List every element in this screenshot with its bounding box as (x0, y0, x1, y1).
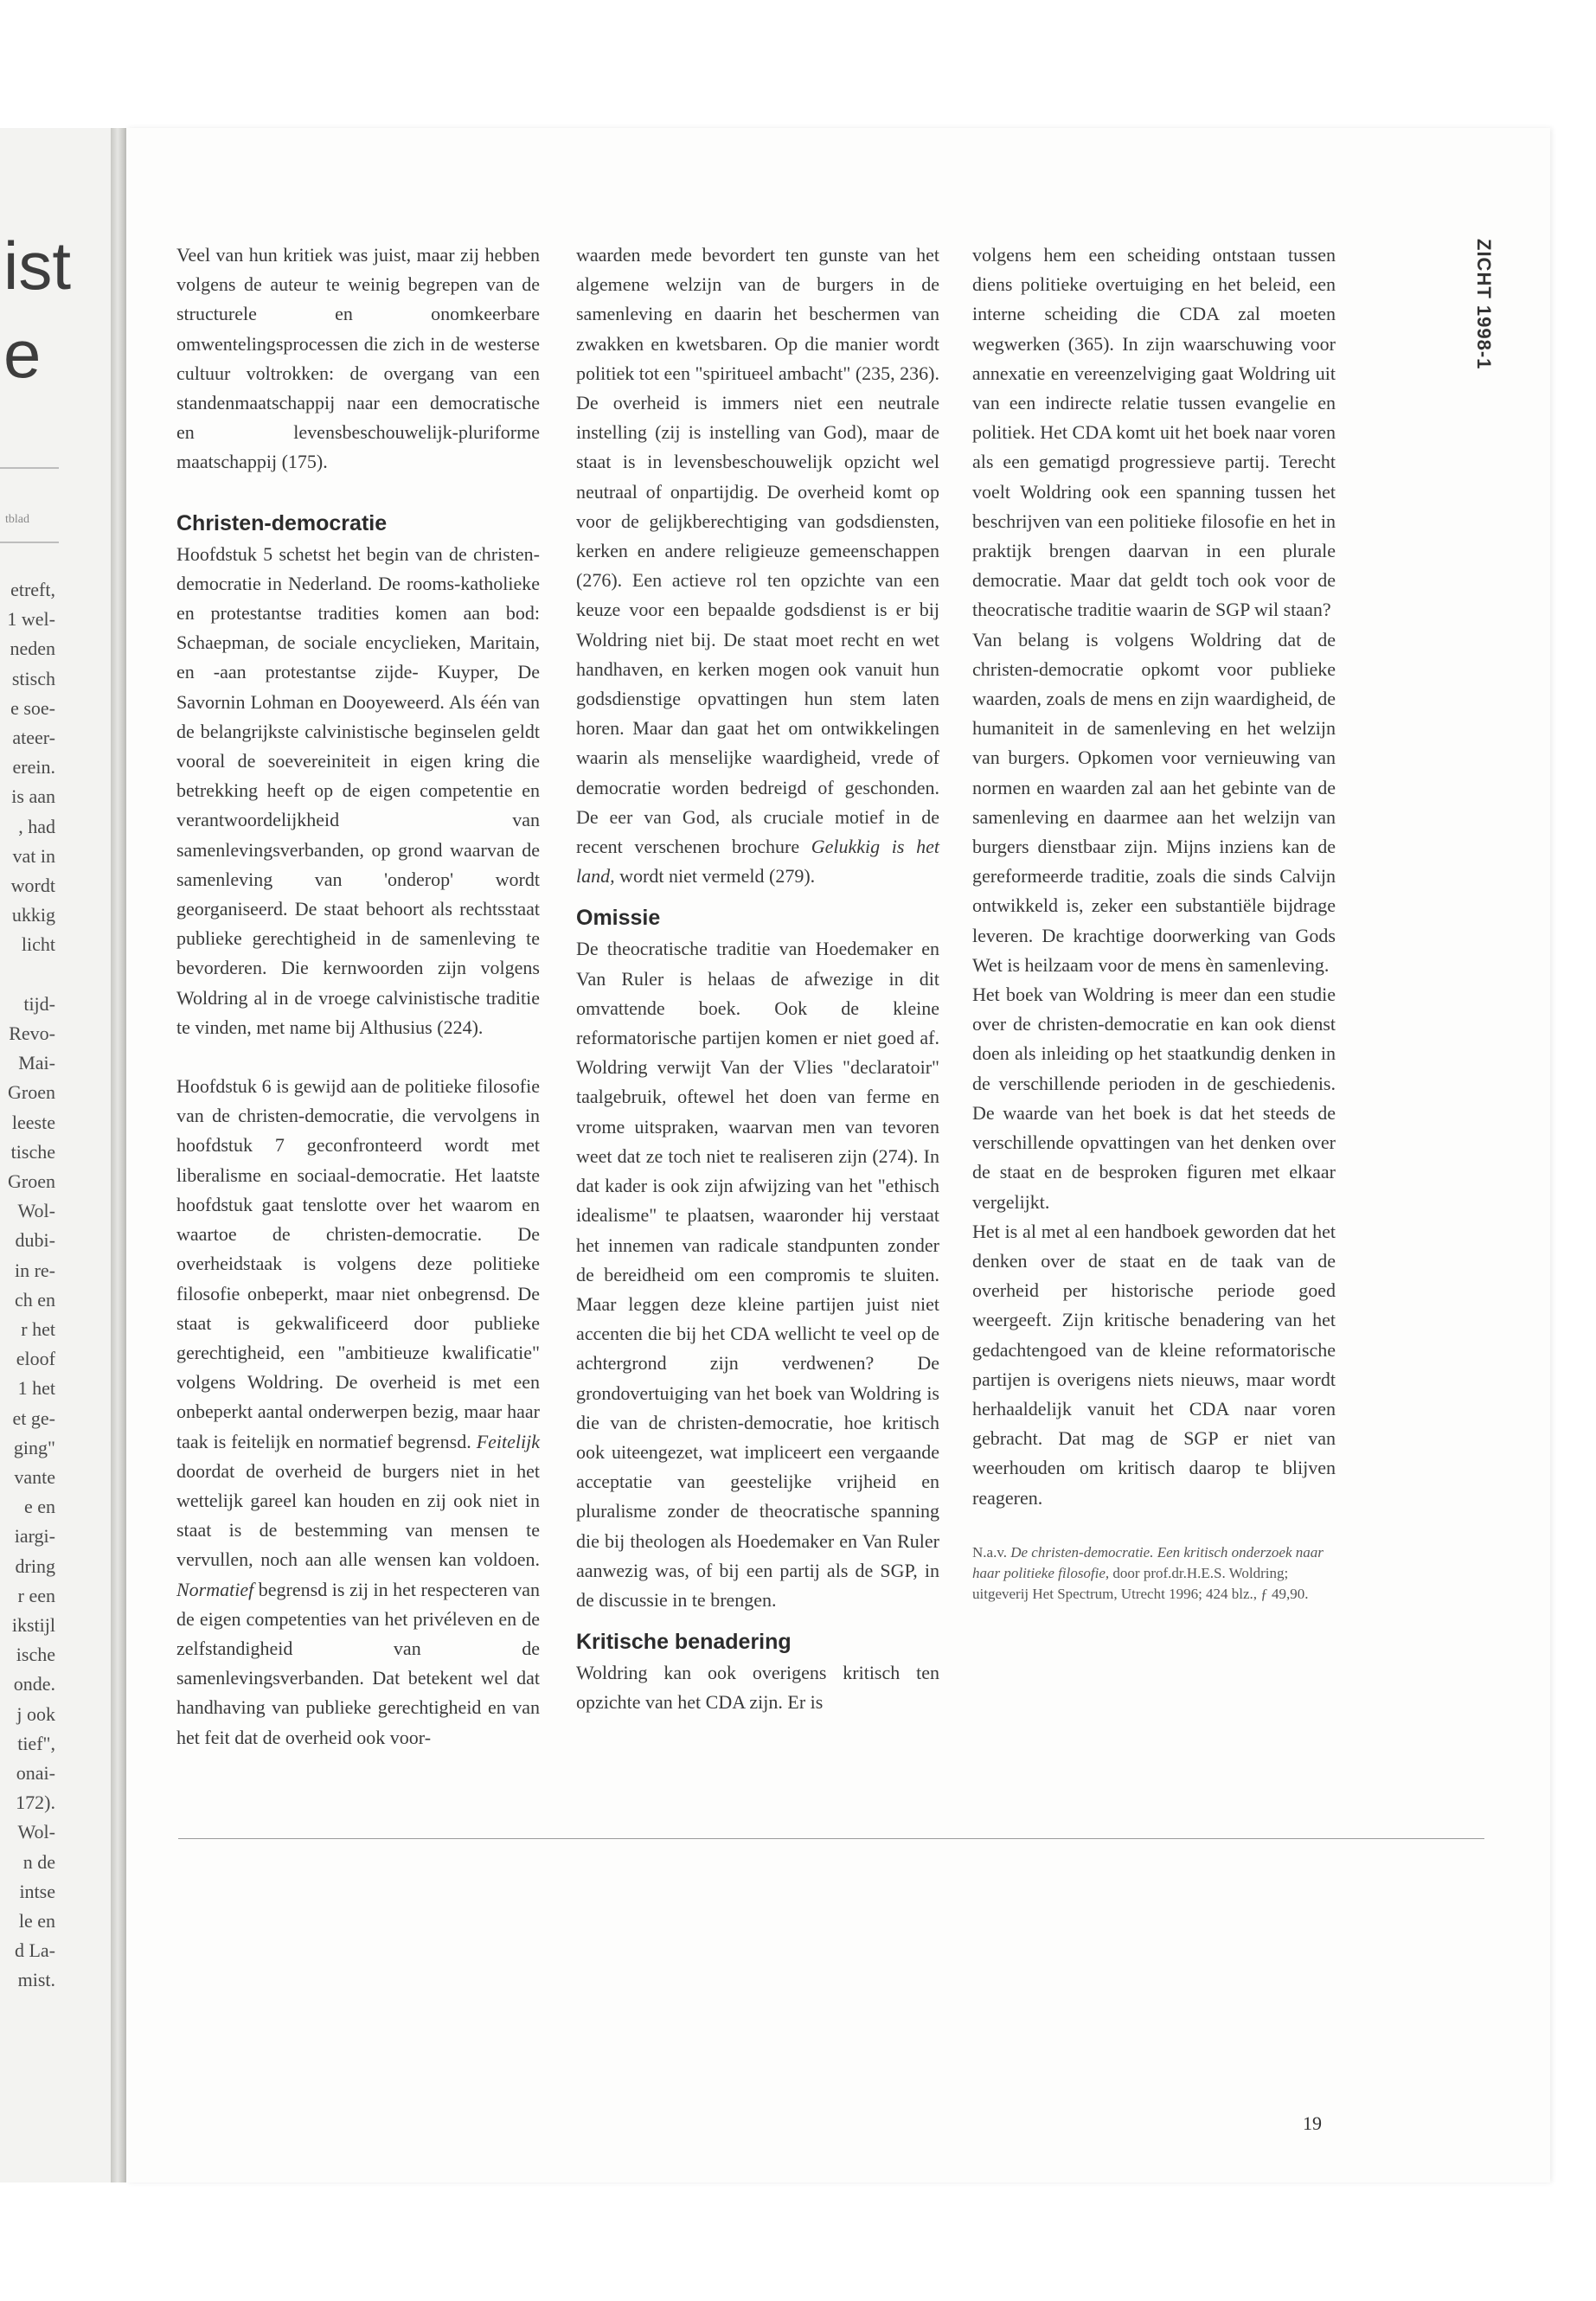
footer-rule (178, 1838, 1484, 1839)
column-3 (972, 240, 1336, 1605)
column-2 (576, 240, 939, 1718)
book-title: De christen-democratie. Een kritisch onderzoek naar haar politieke filosofie, (972, 1543, 1324, 1581)
previous-text-fragment: Mai- (18, 1052, 55, 1074)
paragraph: waarden mede bevordert ten gunste van het algemene welzijn van de burgers in de samenleving en daarin het beschermen van zwakken en kwetsbaren. Op die manier wordt politiek tot een "spiritueel ambacht" (235, 236). De overheid is immers niet een neutrale instelling (zij is instelling van God), maar de staat is in levensbeschouwelijk opzicht wel neutraal of onpartijdig. De overheid komt op voor de gelijkberechtiging van godsdiensten, kerken en andere religieuze gemeenschappen (276). Een actieve rol ten opzichte van een keuze voor een bepaalde godsdienst is er bij Woldring niet bij. De staat moet recht en wet handhaven, en kerken mogen ook vanuit hun godsdienstige opvattingen hun stem laten horen. Maar dan gaat het om ontwikkelingen waarin als menselijke waardigheid, vrede of democratie worden bedreigd of geschonden. De eer van God, als cruciale motief in de recent verschenen brochure Gelukkig is het land, wordt niet vermeld (279). (576, 244, 939, 888)
heading-omissie: Omissie (576, 906, 661, 931)
previous-text-fragment: 1 het (17, 1377, 55, 1400)
previous-text-fragment: ging" (13, 1436, 55, 1458)
paragraph: volgens hem een scheiding ontstaan tussen diens politieke overtuiging en het beleid, een interne scheiding die CDA zal moeten wegwerken (365). In zijn waarschuwing voor annexatie en vereenzelviging gaat Woldring uit van een indirecte relatie tussen evangelie en politiek. Het CDA komt uit het boek naar voren als een gematigd progressieve partij. Terecht voelt Woldring ook een spanning tussen het beschrijven van een politieke filosofie en het in praktijk brengen daarvan in een plurale democratie. Maar dat geldt toch ook voor de theocratische traditie waarin de SGP wil staan? (972, 244, 1336, 621)
previous-rule (0, 542, 59, 543)
previous-small-label: tblad (5, 513, 29, 526)
paragraph: Hoofdstuk 6 is gewijd aan de politieke filosofie van de christen-democratie, die vervolgens in hoofdstuk 7 geconfronteerd wordt met liberalisme en sociaal-democratie. Het laatste hoofdstuk gaat tenslotte over het waarom en waartoe de christen-democratie. De overheidstaak is volgens deze politieke filosofie onbeperkt, maar niet onbegrensd. De staat is gekwalificeerd door publieke gerechtigheid, een "ambitieuze kwalificatie" volgens Woldring. De overheid is met een onbeperkt aantal onderwerpen bezig, maar haar taak is feitelijk en normatief begrensd. Feitelijk doordat de overheid de burgers niet in het wettelijk gareel kan houden en zij ook niet in staat is de bestemming van mensen te vervullen, noch aan alle wensen kan voldoen. Normatief begrensd is zij in het respecteren van de eigen competenties van het privéleven en de zelfstandigheid van de samenlevingsverbanden. Dat betekent wel dat handhaving van publieke gerechtigheid en van het feit dat de overheid ook voor- (176, 1075, 540, 1748)
previous-text-fragment: Groen (8, 1081, 55, 1104)
previous-text-fragment: in re- (14, 1259, 55, 1281)
previous-text-fragment: Wol- (17, 1821, 55, 1843)
previous-text-fragment: is aan (11, 785, 55, 808)
previous-text-fragment: iargi- (14, 1525, 55, 1548)
previous-text-fragment: wordt (10, 875, 55, 896)
previous-text-fragment: Revo- (9, 1022, 55, 1044)
previous-text-fragment: erein. (12, 756, 55, 779)
book-reference-note: N.a.v. De christen-democratie. Een kritisch onderzoek naar haar politieke filosofie, door prof.dr.H.E.S. Woldring; uitgeverij Het Spectrum, Utrecht 1996; 424 blz., ƒ 49,90. (972, 1543, 1324, 1602)
previous-text-fragment: Groen (8, 1170, 55, 1192)
previous-text-fragment: leeste (11, 1111, 55, 1133)
emphasis: Gelukkig is het land, (576, 836, 939, 888)
previous-text-fragment: le en (18, 1910, 55, 1932)
previous-text-fragment: tijd- (23, 992, 55, 1015)
page-number: 19 (1303, 2112, 1322, 2134)
column-1 (176, 240, 540, 1753)
previous-text-fragment: e soe- (10, 696, 55, 719)
running-head: ZICHT 1998-1 (1473, 239, 1495, 370)
previous-page-edge (0, 128, 111, 2182)
previous-rule (0, 467, 59, 469)
book-spine (111, 128, 126, 2182)
paragraph: Woldring kan ook overigens kritisch ten opzichte van het CDA zijn. Er is (576, 1662, 939, 1714)
previous-text-fragment: neden (10, 638, 55, 660)
previous-heading-line-1: ist (3, 228, 71, 304)
previous-text-fragment: onde. (13, 1673, 55, 1695)
previous-text-fragment: tische (10, 1140, 55, 1163)
heading-kritische-benadering: Kritische benadering (576, 1630, 792, 1655)
previous-text-fragment: etreft, (10, 579, 55, 600)
previous-text-fragment: d La- (14, 1939, 55, 1962)
intro-paragraph: Veel van hun kritiek was juist, maar zij hebben volgens de auteur te weinig begrepen van de structurele en onomkeerbare omwentelingsprocessen die zich in de westerse cultuur voltrokken: de overgang van een standenmaatschappij naar een democratische en levensbeschouwelijk-pluriforme maatschappij (175). (176, 244, 540, 473)
previous-text-fragment: ische (16, 1644, 55, 1666)
previous-text-fragment: et ge- (12, 1407, 55, 1429)
previous-text-fragment: stisch (11, 667, 55, 689)
previous-text-fragment: dubi- (15, 1229, 55, 1252)
previous-text-fragment: tief", (17, 1732, 55, 1754)
previous-text-fragment: r het (21, 1318, 55, 1340)
previous-text-fragment: intse (19, 1880, 55, 1902)
previous-text-fragment: onai- (16, 1762, 55, 1784)
paragraph: De theocratische traditie van Hoedemaker en Van Ruler is helaas de afwezige in dit omvattende boek. Ook de kleine reformatorische partijen komen er niet goed af. Woldring verwijt Van der Vlies "declaratoir" taalgebruik, oftewel het doen van ferme en vrome uitspraken, waarvan men van tevoren weet dat ze toch niet te realiseren zijn (274). In dat kader is ook zijn afwijzing van het "ethisch idealisme" te plaatsen, waaronder hij verstaat het innemen van radicale standpunten zonder de bereidheid om een compromis te sluiten. Maar leggen deze kleine partijen juist niet accenten die bij het CDA wellicht te veel op de achtergrond zijn verdwenen? De grondovertuiging van het boek van Woldring is die van de christen-democratie, hoe kritisch ook uiteengezet, wat impliceert een vergaande acceptatie van geestelijke vrijheid en pluralisme zonder de theocratische spanning die bij theologen als Hoedemaker en Van Ruler aanwezig was, of bij een partij als de SGP, in de discussie in te brengen. (576, 938, 939, 1611)
previous-text-fragment: e en (23, 1496, 55, 1518)
previous-text-fragment: licht (21, 933, 55, 956)
paragraph: Het boek van Woldring is meer dan een studie over de christen-democratie en kan ook dienst doen als inleiding op het staatkundig denken in de verschillende perioden in de geschiedenis. De waarde van het boek is dat het steeds de verschillende opvattingen van het denken over de staat en de besproken figuren met elkaar vergelijkt. (972, 984, 1336, 1213)
emphasis: Feitelijk (476, 1430, 540, 1452)
previous-text-fragment: dring (15, 1554, 55, 1577)
paragraph: Hoofdstuk 5 schetst het begin van de christen-democratie in Nederland. De rooms-katholieke en protestantse tradities komen aan bod: Schaepman, de sociale encyclieken, Maritain, en -aan protestantse zijde- Kuyper, De Savornin Lohman en Dooyeweerd. Als één van de belangrijkste calvinistische beginselen geldt vooral de soevereiniteit in eigen kring die betrekking heeft op de eigen competentie en verantwoordelijkheid van samenlevingsverbanden, op grond waarvan de samenleving van 'onderop' wordt georganiseerd. De staat behoort als rechtsstaat publieke gerechtigheid in de samenleving te bevorderen. Die kernwoorden zijn volgens Woldring al in de vroege calvinistische traditie te vinden, met name bij Althusius (224). (176, 542, 540, 1038)
previous-text-fragment: n de (22, 1850, 55, 1873)
previous-text-fragment: vat in (12, 844, 55, 867)
previous-heading-line-2: e (3, 316, 42, 392)
previous-text-fragment: ukkig (11, 904, 55, 926)
previous-text-fragment: j ook (16, 1702, 55, 1725)
previous-text-fragment: , had (18, 815, 55, 837)
previous-text-fragment: Wol- (17, 1200, 55, 1222)
previous-text-fragment: vante (14, 1466, 55, 1488)
magazine-page (126, 128, 1550, 2182)
previous-text-fragment: 172). (16, 1791, 55, 1814)
paragraph: Het is al met al een handboek geworden dat het denken over de staat en de taak van de overheid per historische periode goed weergeeft. Zijn kritische benadering van het gedachtengoed van de kleine reformatorische partijen is overigens niets nieuws, maar wordt herhaaldelijk vanuit het CDA naar voren gebracht. Dat mag de SGP er niet van weerhouden om kritisch daarop te blijven reageren. (972, 1220, 1336, 1509)
heading-christen-democratie: Christen-democratie (176, 510, 388, 535)
previous-text-fragment: ikstijl (11, 1614, 55, 1636)
previous-text-fragment: 1 wel- (7, 608, 55, 631)
previous-text-fragment: ch en (14, 1288, 55, 1311)
paragraph: Van belang is volgens Woldring dat de christen-democratie opkomt voor publieke waarden, zoals de mens en zijn waardigheid, de humaniteit in de samenleving en het welzijn van burgers. Opkomen voor vernieuwing van normen en waarden zal aan het gebinte van de samenleving en daarmee aan het welzijn van burgers dienstbaar zijn. Mijns inziens kan de gereformeerde traditie, zoals die sinds Calvijn ontwikkeld is, zeker een substantiële bijdrage leveren. De krachtige doorwerking van Gods Wet is heilzaam voor de mens èn samenleving. (972, 628, 1336, 976)
previous-text-fragment: mist. (17, 1969, 55, 1991)
emphasis: Normatief (176, 1578, 254, 1600)
previous-text-fragment: eloof (16, 1348, 55, 1370)
previous-text-fragment: r een (17, 1584, 55, 1606)
previous-text-fragment: ateer- (12, 727, 55, 748)
